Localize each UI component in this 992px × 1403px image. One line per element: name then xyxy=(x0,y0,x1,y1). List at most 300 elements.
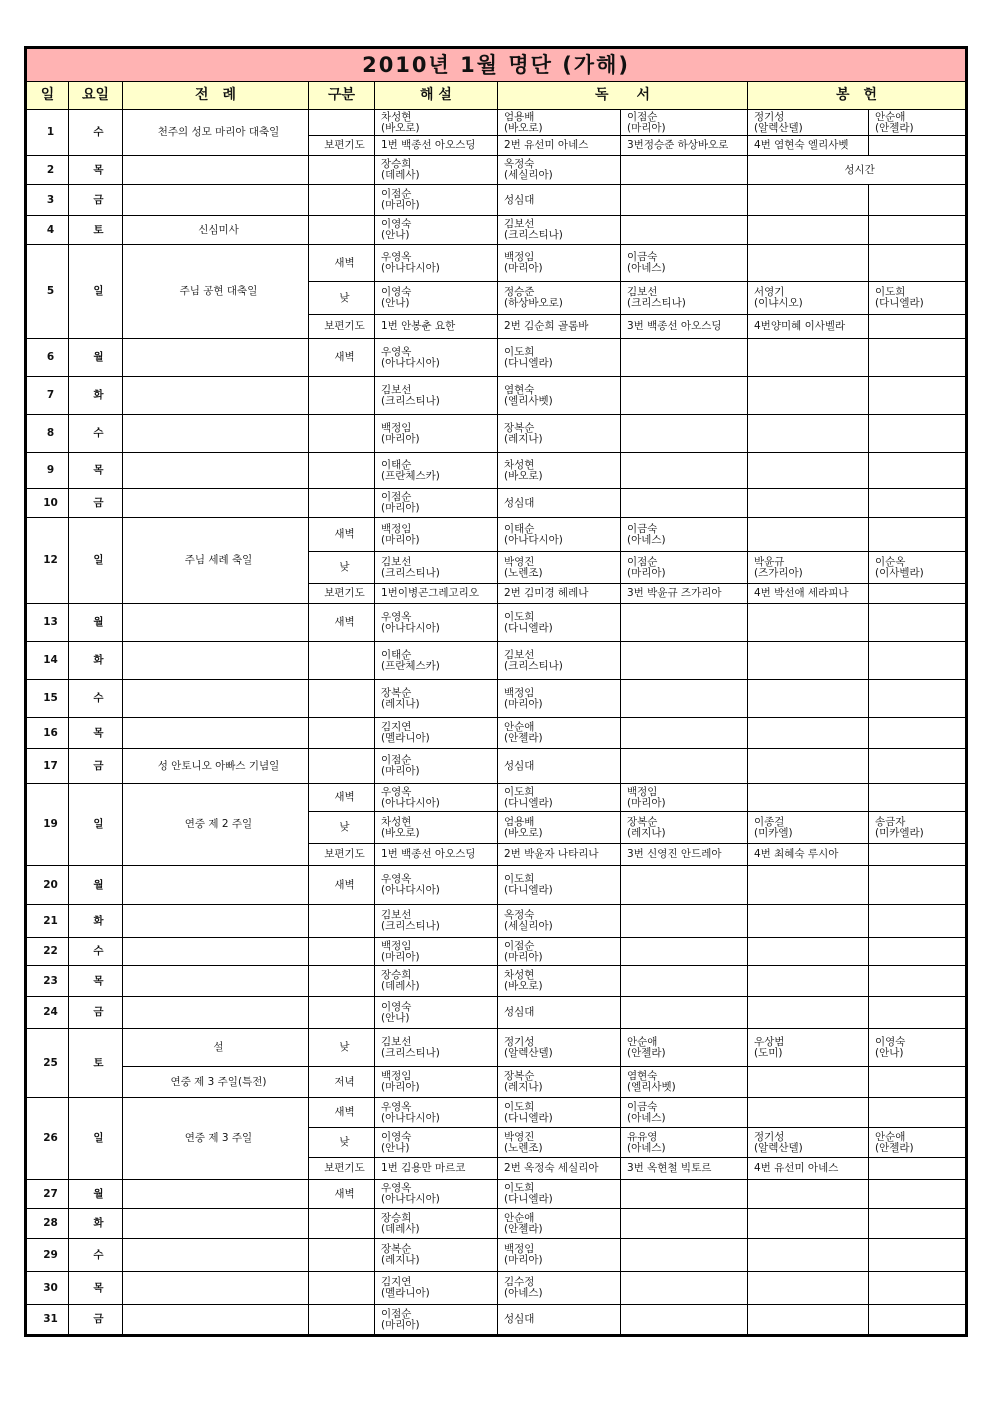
day-cell: 5 xyxy=(26,245,69,339)
name-cell xyxy=(869,966,967,997)
gubun-cell: 낮 xyxy=(309,1128,375,1158)
table-row xyxy=(26,938,967,966)
name-cell: 백정임 (마리아) xyxy=(375,415,498,453)
name-cell: 4번 염현숙 엘리사벳 xyxy=(748,136,869,156)
gubun-cell: 새벽 xyxy=(309,339,375,377)
weekday-cell: 수 xyxy=(69,1239,123,1272)
table-row xyxy=(26,489,967,518)
name-cell: 3번 박윤규 즈가리아 xyxy=(621,584,748,604)
name-cell: 이태순 (프란체스카) xyxy=(375,642,498,680)
liturgy-cell xyxy=(123,997,309,1029)
table-row xyxy=(26,604,967,642)
weekday-cell: 금 xyxy=(69,749,123,784)
gubun-cell xyxy=(309,749,375,784)
name-cell: 이점순 (마리아) xyxy=(375,489,498,518)
name-cell xyxy=(748,938,869,966)
name-cell xyxy=(748,642,869,680)
day-cell: 6 xyxy=(26,339,69,377)
name-cell xyxy=(621,966,748,997)
name-cell: 이도희 (다니엘라) xyxy=(498,1098,621,1128)
name-cell: 4번 박선애 세라피나 xyxy=(748,584,869,604)
day-cell: 15 xyxy=(26,680,69,718)
day-cell: 28 xyxy=(26,1209,69,1239)
name-cell xyxy=(869,518,967,552)
name-cell: 안순애 (안젤라) xyxy=(498,1209,621,1239)
name-cell: 우영옥 (아나다시아) xyxy=(375,1180,498,1209)
name-cell: 장승희 (데레사) xyxy=(375,966,498,997)
weekday-cell: 화 xyxy=(69,1209,123,1239)
name-cell: 김보선 (크리스티나) xyxy=(621,282,748,315)
header-row xyxy=(26,82,967,110)
table-row xyxy=(26,680,967,718)
day-cell: 4 xyxy=(26,216,69,245)
name-cell: 성심대 xyxy=(498,489,621,518)
name-cell: 김보선 (크리스티나) xyxy=(498,642,621,680)
day-cell: 16 xyxy=(26,718,69,749)
name-cell xyxy=(869,245,967,282)
name-cell xyxy=(869,1067,967,1098)
gubun-cell xyxy=(309,938,375,966)
gubun-cell: 새벽 xyxy=(309,518,375,552)
day-cell: 12 xyxy=(26,518,69,604)
liturgy-cell xyxy=(123,1272,309,1305)
liturgy-cell xyxy=(123,866,309,905)
gubun-cell xyxy=(309,680,375,718)
day-cell: 27 xyxy=(26,1180,69,1209)
name-cell: 장복순 (레지나) xyxy=(498,1067,621,1098)
weekday-cell: 목 xyxy=(69,156,123,185)
name-cell xyxy=(748,185,869,216)
day-cell: 9 xyxy=(26,453,69,489)
name-cell xyxy=(748,1305,869,1336)
weekday-cell: 금 xyxy=(69,997,123,1029)
liturgy-cell xyxy=(123,938,309,966)
day-cell: 31 xyxy=(26,1305,69,1336)
name-cell: 성심대 xyxy=(498,997,621,1029)
name-cell xyxy=(748,339,869,377)
name-cell xyxy=(869,784,967,812)
liturgy-cell: 성 안토니오 아빠스 기념일 xyxy=(123,749,309,784)
name-cell: 우영옥 (아나다시아) xyxy=(375,604,498,642)
gubun-cell: 보편기도 xyxy=(309,844,375,866)
name-cell xyxy=(869,1272,967,1305)
name-cell xyxy=(748,489,869,518)
name-cell xyxy=(621,216,748,245)
liturgy-cell xyxy=(123,1305,309,1336)
gubun-cell xyxy=(309,1239,375,1272)
name-cell: 4번 최혜숙 루시아 xyxy=(748,844,869,866)
name-cell xyxy=(748,518,869,552)
weekday-cell: 월 xyxy=(69,866,123,905)
gubun-cell: 보편기도 xyxy=(309,584,375,604)
name-cell: 박영진 (노렌조) xyxy=(498,1128,621,1158)
name-cell xyxy=(748,749,869,784)
name-cell xyxy=(621,866,748,905)
weekday-cell: 월 xyxy=(69,1180,123,1209)
name-cell xyxy=(869,1209,967,1239)
name-cell: 백정임 (마리아) xyxy=(375,518,498,552)
day-cell: 24 xyxy=(26,997,69,1029)
header-liturgy: 전 례 xyxy=(123,82,309,110)
name-cell: 이순옥 (이사벨라) xyxy=(869,552,967,584)
name-cell: 차성현 (바오로) xyxy=(498,966,621,997)
name-cell: 3번정승준 하상바오로 xyxy=(621,136,748,156)
name-cell: 1번 백종선 아오스딩 xyxy=(375,136,498,156)
name-cell: 박윤규 (즈가리아) xyxy=(748,552,869,584)
page-title: 2010년 1월 명단 (가해) xyxy=(26,48,967,82)
table-row xyxy=(26,1067,967,1098)
liturgy-cell: 설 xyxy=(123,1029,309,1067)
day-cell: 23 xyxy=(26,966,69,997)
name-cell: 이영숙 (안나) xyxy=(375,282,498,315)
name-cell: 우상범 (도미) xyxy=(748,1029,869,1067)
liturgy-cell xyxy=(123,339,309,377)
roster-table xyxy=(24,46,968,1337)
liturgy-cell xyxy=(123,718,309,749)
name-cell: 정기성 (알렉산델) xyxy=(748,1128,869,1158)
name-cell: 1번 김용만 마르코 xyxy=(375,1158,498,1180)
table-row xyxy=(26,1239,967,1272)
name-cell: 이점순 (마리아) xyxy=(375,1305,498,1336)
name-cell xyxy=(621,718,748,749)
name-cell xyxy=(869,844,967,866)
name-cell: 옥정숙 (세실리아) xyxy=(498,156,621,185)
name-cell: 김보선 (크리스티나) xyxy=(375,377,498,415)
name-cell: 이도희 (다니엘라) xyxy=(869,282,967,315)
name-cell: 박영진 (노렌조) xyxy=(498,552,621,584)
name-cell: 김보선 (크리스티나) xyxy=(375,552,498,584)
name-cell xyxy=(621,1209,748,1239)
name-cell xyxy=(869,866,967,905)
name-cell: 이점순 (마리아) xyxy=(375,749,498,784)
name-cell: 백정임 (마리아) xyxy=(375,938,498,966)
table-row xyxy=(26,1272,967,1305)
name-cell xyxy=(621,339,748,377)
name-cell: 정승준 (하상바오로) xyxy=(498,282,621,315)
name-cell: 이금숙 (아네스) xyxy=(621,518,748,552)
gubun-cell xyxy=(309,216,375,245)
gubun-cell xyxy=(309,1272,375,1305)
gubun-cell: 새벽 xyxy=(309,604,375,642)
weekday-cell: 목 xyxy=(69,966,123,997)
roster-sheet xyxy=(24,46,965,1337)
name-cell: 김지연 (멜라니아) xyxy=(375,718,498,749)
weekday-cell: 수 xyxy=(69,680,123,718)
gubun-cell: 보편기도 xyxy=(309,1158,375,1180)
liturgy-cell xyxy=(123,604,309,642)
table-row xyxy=(26,1180,967,1209)
name-cell: 우영옥 (아나다시아) xyxy=(375,866,498,905)
table-row xyxy=(26,966,967,997)
name-cell xyxy=(869,415,967,453)
name-cell: 백정임 (마리아) xyxy=(621,784,748,812)
gubun-cell xyxy=(309,997,375,1029)
liturgy-cell xyxy=(123,156,309,185)
liturgy-cell xyxy=(123,377,309,415)
weekday-cell: 월 xyxy=(69,339,123,377)
name-cell xyxy=(748,453,869,489)
name-cell: 이영숙 (안나) xyxy=(375,997,498,1029)
weekday-cell: 화 xyxy=(69,377,123,415)
header-commentary: 해 설 xyxy=(375,82,498,110)
liturgy-cell: 신심미사 xyxy=(123,216,309,245)
liturgy-cell: 주님 세례 축일 xyxy=(123,518,309,604)
name-cell xyxy=(748,377,869,415)
day-cell: 21 xyxy=(26,905,69,938)
name-cell: 성심대 xyxy=(498,185,621,216)
name-cell: 이점순 (마리아) xyxy=(498,938,621,966)
name-cell: 김보선 (크리스티나) xyxy=(498,216,621,245)
name-cell: 차성현 (바오로) xyxy=(375,110,498,136)
name-cell: 이점순 (마리아) xyxy=(621,552,748,584)
day-cell: 8 xyxy=(26,415,69,453)
day-cell: 22 xyxy=(26,938,69,966)
name-cell: 장복순 (레지나) xyxy=(498,415,621,453)
weekday-cell: 일 xyxy=(69,1098,123,1180)
gubun-cell: 낮 xyxy=(309,1029,375,1067)
name-cell xyxy=(621,415,748,453)
name-cell: 성심대 xyxy=(498,1305,621,1336)
day-cell: 29 xyxy=(26,1239,69,1272)
name-cell xyxy=(869,1239,967,1272)
gubun-cell: 새벽 xyxy=(309,245,375,282)
name-cell xyxy=(869,642,967,680)
day-cell: 30 xyxy=(26,1272,69,1305)
name-cell xyxy=(869,1098,967,1128)
name-cell: 장승희 (데레사) xyxy=(375,1209,498,1239)
name-cell: 3번 신영진 안드레아 xyxy=(621,844,748,866)
day-cell: 20 xyxy=(26,866,69,905)
name-cell xyxy=(869,584,967,604)
name-cell: 유유영 (아네스) xyxy=(621,1128,748,1158)
name-cell xyxy=(748,245,869,282)
table-row xyxy=(26,784,967,812)
name-cell xyxy=(748,966,869,997)
name-cell xyxy=(621,1239,748,1272)
day-cell: 25 xyxy=(26,1029,69,1098)
weekday-cell: 수 xyxy=(69,110,123,156)
table-row xyxy=(26,339,967,377)
gubun-cell: 낮 xyxy=(309,552,375,584)
weekday-cell: 금 xyxy=(69,185,123,216)
name-cell: 엄용배 (바오로) xyxy=(498,812,621,844)
gubun-cell: 새벽 xyxy=(309,784,375,812)
day-cell: 2 xyxy=(26,156,69,185)
table-row xyxy=(26,377,967,415)
header-dow: 요일 xyxy=(69,82,123,110)
name-cell: 1번 백종선 아오스딩 xyxy=(375,844,498,866)
name-cell xyxy=(869,1305,967,1336)
weekday-cell: 목 xyxy=(69,718,123,749)
name-cell: 이영숙 (안나) xyxy=(375,216,498,245)
gubun-cell xyxy=(309,377,375,415)
name-cell: 김지연 (멜라니아) xyxy=(375,1272,498,1305)
table-row xyxy=(26,110,967,136)
name-cell xyxy=(621,1272,748,1305)
weekday-cell: 일 xyxy=(69,245,123,339)
header-day: 일 xyxy=(26,82,69,110)
table-row xyxy=(26,185,967,216)
name-cell xyxy=(869,749,967,784)
table-row xyxy=(26,216,967,245)
name-cell xyxy=(748,1209,869,1239)
gubun-cell: 새벽 xyxy=(309,1098,375,1128)
header-gubun: 구분 xyxy=(309,82,375,110)
table-row xyxy=(26,749,967,784)
name-cell: 장승희 (데레사) xyxy=(375,156,498,185)
weekday-cell: 토 xyxy=(69,1029,123,1098)
day-cell: 14 xyxy=(26,642,69,680)
name-cell xyxy=(869,136,967,156)
gubun-cell xyxy=(309,110,375,136)
name-cell xyxy=(621,1305,748,1336)
name-cell xyxy=(869,680,967,718)
name-cell xyxy=(621,905,748,938)
weekday-cell: 수 xyxy=(69,415,123,453)
name-cell xyxy=(748,415,869,453)
name-cell: 염현숙 (엘리사벳) xyxy=(621,1067,748,1098)
name-cell: 김수정 (아네스) xyxy=(498,1272,621,1305)
weekday-cell: 일 xyxy=(69,784,123,866)
name-cell xyxy=(748,1180,869,1209)
name-cell: 안순애 (안젤라) xyxy=(869,110,967,136)
name-cell xyxy=(748,905,869,938)
liturgy-cell xyxy=(123,415,309,453)
name-cell: 이도희 (다니엘라) xyxy=(498,339,621,377)
name-cell: 차성현 (바오로) xyxy=(498,453,621,489)
table-row xyxy=(26,997,967,1029)
liturgy-cell xyxy=(123,185,309,216)
offering-cell: 성시간 xyxy=(748,156,967,185)
name-cell xyxy=(869,604,967,642)
name-cell xyxy=(869,315,967,339)
table-row xyxy=(26,1209,967,1239)
name-cell xyxy=(621,156,748,185)
name-cell: 이태순 (아나다시아) xyxy=(498,518,621,552)
name-cell: 이점순 (마리아) xyxy=(621,110,748,136)
gubun-cell xyxy=(309,905,375,938)
day-cell: 19 xyxy=(26,784,69,866)
gubun-cell: 새벽 xyxy=(309,866,375,905)
name-cell xyxy=(748,1272,869,1305)
name-cell: 이도희 (다니엘라) xyxy=(498,1180,621,1209)
liturgy-cell xyxy=(123,1239,309,1272)
table-row xyxy=(26,453,967,489)
name-cell xyxy=(621,377,748,415)
gubun-cell xyxy=(309,1209,375,1239)
weekday-cell: 토 xyxy=(69,216,123,245)
name-cell: 이종걸 (미카엘) xyxy=(748,812,869,844)
weekday-cell: 화 xyxy=(69,642,123,680)
name-cell: 2번 유선미 아네스 xyxy=(498,136,621,156)
name-cell: 4번양미혜 이사벨라 xyxy=(748,315,869,339)
name-cell: 이점순 (마리아) xyxy=(375,185,498,216)
name-cell xyxy=(621,185,748,216)
name-cell: 2번 박윤자 나타리나 xyxy=(498,844,621,866)
liturgy-cell xyxy=(123,680,309,718)
name-cell xyxy=(869,185,967,216)
name-cell: 성심대 xyxy=(498,749,621,784)
liturgy-cell xyxy=(123,905,309,938)
liturgy-cell: 연중 제 3 주일 xyxy=(123,1098,309,1180)
name-cell xyxy=(869,1180,967,1209)
name-cell: 우영옥 (아나다시아) xyxy=(375,1098,498,1128)
day-cell: 7 xyxy=(26,377,69,415)
name-cell xyxy=(621,938,748,966)
gubun-cell: 보편기도 xyxy=(309,315,375,339)
name-cell xyxy=(869,938,967,966)
name-cell: 정기성 (알렉산델) xyxy=(748,110,869,136)
day-cell: 3 xyxy=(26,185,69,216)
name-cell xyxy=(621,1180,748,1209)
name-cell: 장복순 (레지나) xyxy=(375,1239,498,1272)
name-cell xyxy=(748,604,869,642)
gubun-cell: 새벽 xyxy=(309,1180,375,1209)
table-row xyxy=(26,518,967,552)
gubun-cell: 낮 xyxy=(309,282,375,315)
name-cell: 백정임 (마리아) xyxy=(498,1239,621,1272)
name-cell: 김보선 (크리스티나) xyxy=(375,905,498,938)
liturgy-cell xyxy=(123,642,309,680)
name-cell: 이영숙 (안나) xyxy=(869,1029,967,1067)
table-row xyxy=(26,245,967,282)
table-row xyxy=(26,415,967,453)
name-cell: 2번 김순희 골롬바 xyxy=(498,315,621,339)
name-cell: 우영옥 (아나다시아) xyxy=(375,784,498,812)
name-cell: 장복순 (레지나) xyxy=(621,812,748,844)
weekday-cell: 일 xyxy=(69,518,123,604)
name-cell: 우영옥 (아나다시아) xyxy=(375,245,498,282)
gubun-cell xyxy=(309,642,375,680)
name-cell: 옥정숙 (세실리아) xyxy=(498,905,621,938)
name-cell: 우영옥 (아나다시아) xyxy=(375,339,498,377)
weekday-cell: 금 xyxy=(69,489,123,518)
liturgy-cell xyxy=(123,453,309,489)
name-cell: 이태순 (프란체스카) xyxy=(375,453,498,489)
name-cell: 이도희 (다니엘라) xyxy=(498,784,621,812)
table-row xyxy=(26,156,967,185)
gubun-cell: 보편기도 xyxy=(309,136,375,156)
name-cell: 안순애 (안젤라) xyxy=(621,1029,748,1067)
name-cell: 이금숙 (아네스) xyxy=(621,245,748,282)
header-reading: 독 서 xyxy=(498,82,748,110)
name-cell xyxy=(869,718,967,749)
table-row xyxy=(26,1305,967,1336)
gubun-cell xyxy=(309,156,375,185)
weekday-cell: 목 xyxy=(69,453,123,489)
name-cell xyxy=(869,453,967,489)
name-cell: 백정임 (마리아) xyxy=(498,680,621,718)
table-row xyxy=(26,905,967,938)
name-cell: 4번 유선미 아네스 xyxy=(748,1158,869,1180)
weekday-cell: 수 xyxy=(69,938,123,966)
name-cell xyxy=(869,216,967,245)
gubun-cell xyxy=(309,185,375,216)
name-cell: 엄용배 (바오로) xyxy=(498,110,621,136)
liturgy-cell xyxy=(123,1180,309,1209)
day-cell: 26 xyxy=(26,1098,69,1180)
name-cell xyxy=(869,905,967,938)
name-cell: 정기성 (알렉산델) xyxy=(498,1029,621,1067)
name-cell xyxy=(621,680,748,718)
name-cell: 안순애 (안젤라) xyxy=(869,1128,967,1158)
name-cell xyxy=(869,489,967,518)
gubun-cell xyxy=(309,489,375,518)
gubun-cell: 저녁 xyxy=(309,1067,375,1098)
weekday-cell: 월 xyxy=(69,604,123,642)
name-cell xyxy=(869,1158,967,1180)
name-cell xyxy=(621,604,748,642)
